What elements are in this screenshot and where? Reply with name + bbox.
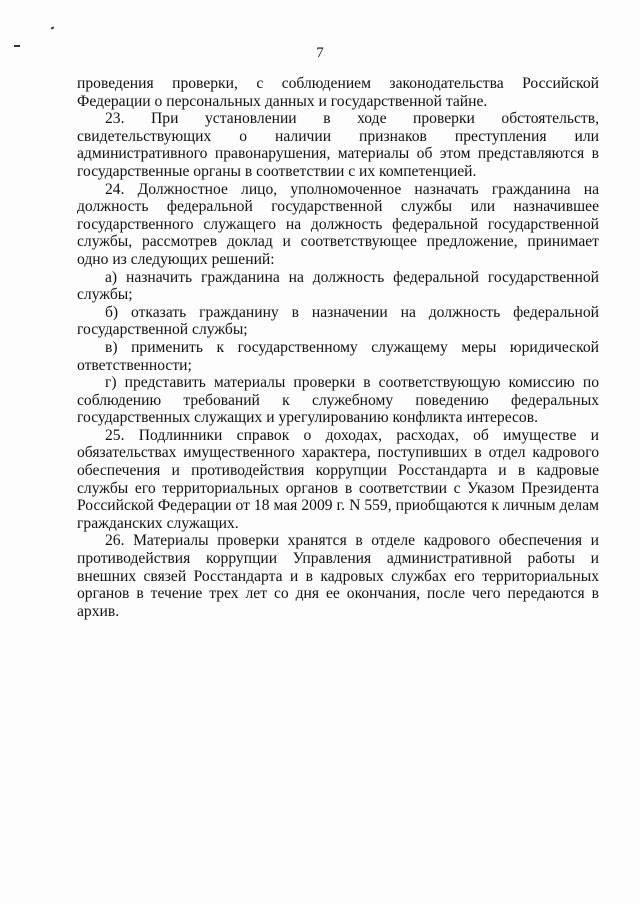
document-body [77,75,599,620]
paragraph-24-b: б) отказать гражданину в назначении на должность федеральной государственной службы; [77,303,599,339]
paragraph-24-v: в) применить к государственному служащему меры юридической ответственности; [77,338,599,374]
paragraph-24: 24. Должностное лицо, уполномоченное назначать гражданина на должность федеральной государственной службы или назначившее государственного служащего на должность федеральной государственной службы, рассмотрев доклад и соответствующее предложение, принимает одно из следующих решений: [77,180,599,268]
paragraph-23: 23. При установлении в ходе проверки обстоятельств, свидетельствующих о наличии признаков преступления или административного правонарушения, материалы об этом представляются в государственные органы в соответствии с их компетенцией. [77,110,599,180]
paragraph-26: 26. Материалы проверки хранятся в отделе кадрового обеспечения и противодействия коррупции Управления административной работы и внешних связей Росстандарта и в кадровых службах его территориальных органов в течение трех лет со дня ее окончания, после чего передаются в архив. [77,532,599,620]
scan-artifact-mark [51,26,55,29]
paragraph-24-g: г) представить материалы проверки в соответствующую комиссию по соблюдению требований к служебному поведению федеральных государственных служащих и урегулированию конфликта интересов. [77,374,599,427]
page-number: 7 [316,45,324,61]
paragraph-25: 25. Подлинники справок о доходах, расходах, об имуществе и обязательствах имущественного характера, поступивших в отдел кадрового обеспечения и противодействия коррупции Росстандарта и в кадровые службы его территориальных органов в соответствии с Указом Президента Российской Федерации от 18 мая 2009 г. N 559, приобщаются к личным делам гражданских служащих. [77,426,599,532]
paragraph-continuation: проведения проверки, с соблюдением законодательства Российской Федерации о персональных данных и государственной тайне. [77,75,599,110]
paragraph-24-a: а) назначить гражданина на должность федеральной государственной службы; [77,268,599,304]
